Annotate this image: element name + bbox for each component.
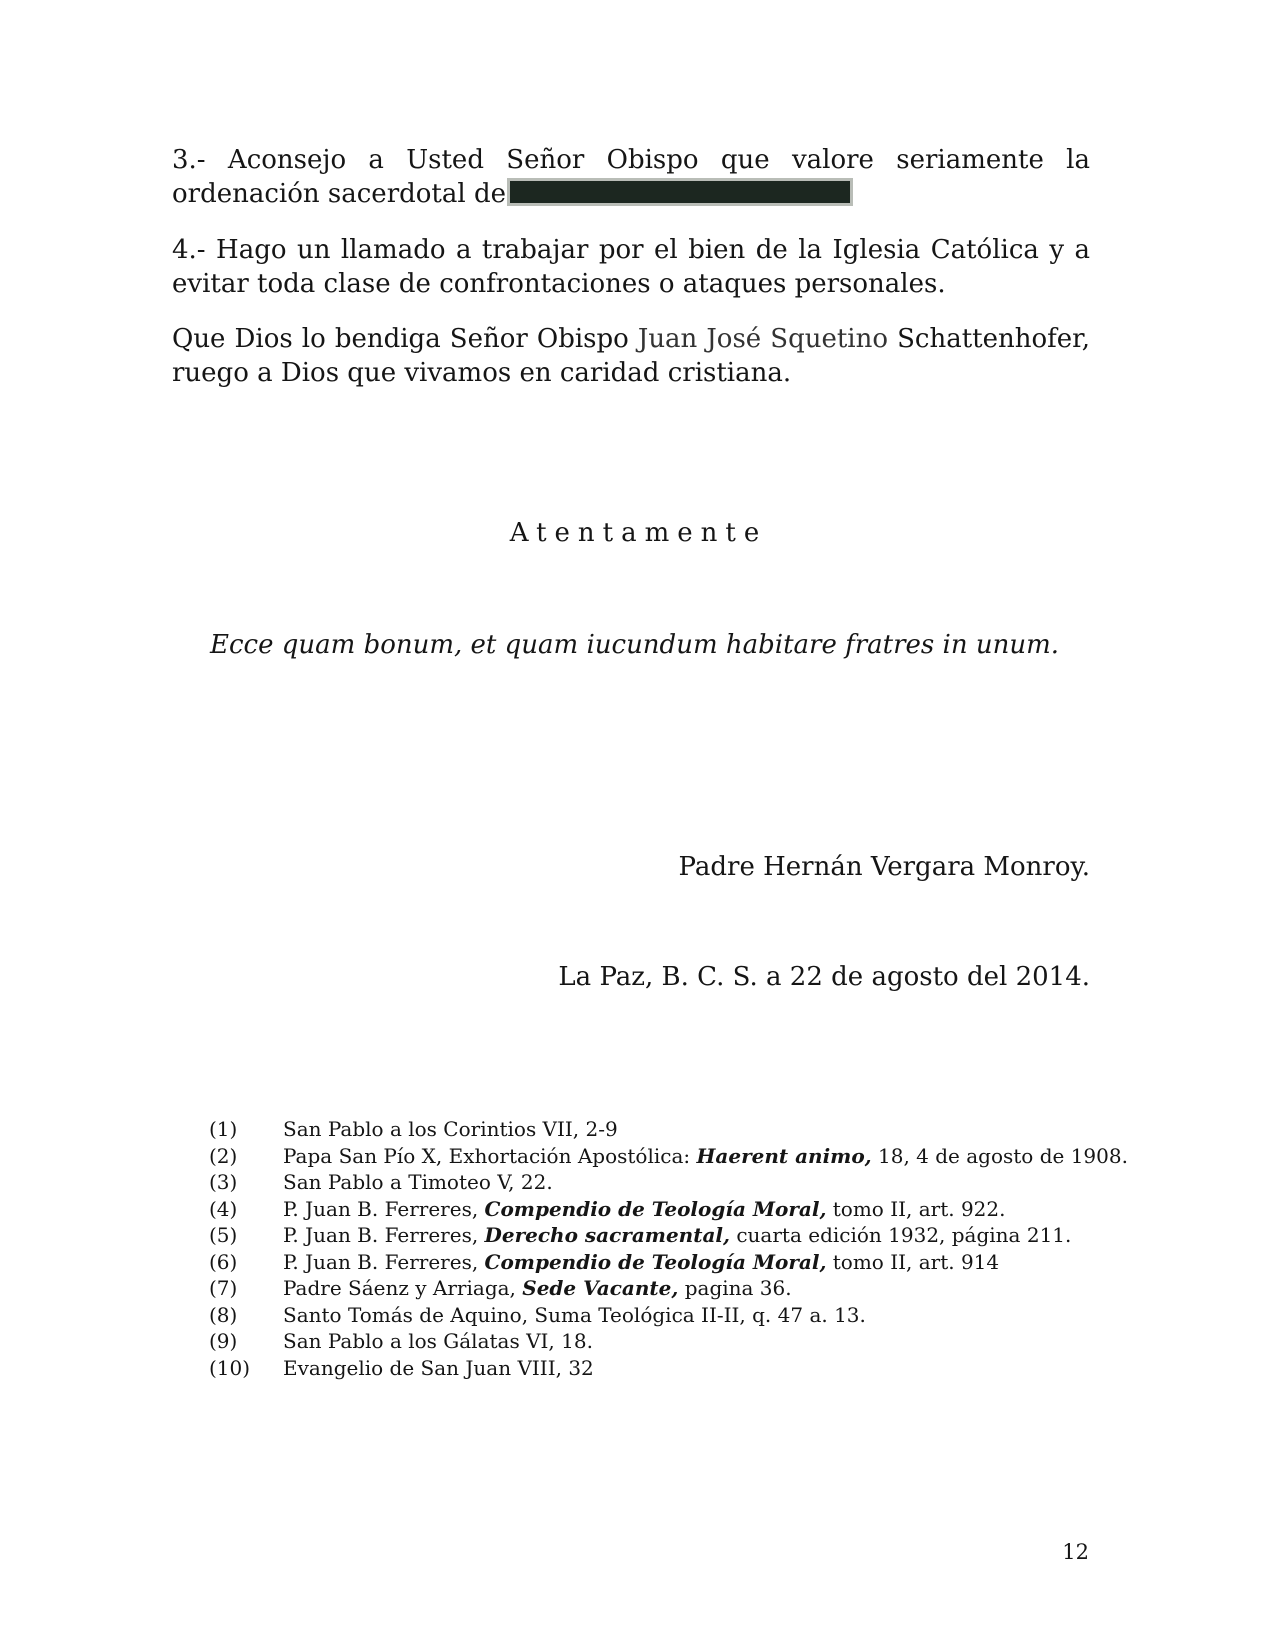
footnote-text xyxy=(283,1355,594,1382)
footnote-item xyxy=(209,1222,1109,1249)
paragraph-3 xyxy=(172,143,1090,211)
footnote-text-start: Santo Tomás de Aquino, Suma Teológica II-II, q. 47 a. 13. xyxy=(283,1302,866,1327)
footnote-text-start: P. Juan B. Ferreres, xyxy=(283,1223,485,1247)
paragraph-3-text: 3.- Aconsejo a Usted Señor Obispo que valore seriamente la ordenación sacerdotal de xyxy=(172,145,1090,209)
footnote-text xyxy=(283,1169,553,1196)
latin-motto: Ecce quam bonum, et quam iucundum habitare fratres in unum. xyxy=(210,630,1059,660)
footnote-text-start: San Pablo a los Corintios VII, 2-9 xyxy=(283,1117,618,1141)
footnote-text-start: P. Juan B. Ferreres, xyxy=(283,1249,485,1274)
blessing-paragraph xyxy=(172,322,1090,390)
footnote-number: (6) xyxy=(209,1249,238,1274)
footnote-number: (2) xyxy=(209,1143,238,1168)
blessing-text-start: Que Dios lo bendiga Señor Obispo xyxy=(172,324,638,354)
footnote-text-start: P. Juan B. Ferreres, xyxy=(283,1196,485,1221)
footnote-item xyxy=(209,1196,1109,1223)
footnote-item xyxy=(209,1302,1109,1329)
footnote-text-end: tomo II, art. 914 xyxy=(826,1249,1000,1274)
footnote-text xyxy=(283,1249,999,1276)
footnote-text-end: pagina 36. xyxy=(678,1276,792,1300)
footnote-item xyxy=(209,1116,1109,1143)
footnote-title: Sede Vacante, xyxy=(522,1276,679,1300)
footnote-text xyxy=(283,1143,1128,1170)
footnote-item xyxy=(209,1275,1109,1302)
footnote-text xyxy=(283,1116,618,1143)
footnote-item xyxy=(209,1355,1109,1382)
footnote-number: (9) xyxy=(209,1329,238,1353)
footnote-text-start: Padre Sáenz y Arriaga, xyxy=(283,1276,523,1300)
footnote-number: (3) xyxy=(209,1170,238,1194)
footnote-text-start: Papa San Pío X, Exhortación Apostólica: xyxy=(283,1143,697,1168)
footnote-text-start: San Pablo a los Gálatas VI, 18. xyxy=(283,1329,593,1353)
footnote-item xyxy=(209,1328,1109,1355)
footnote-number: (4) xyxy=(209,1196,238,1221)
footnote-text xyxy=(283,1222,1071,1249)
footnote-text-end: cuarta edición 1932, página 211. xyxy=(729,1223,1072,1247)
place-date: La Paz, B. C. S. a 22 de agosto del 2014. xyxy=(558,962,1090,992)
closing-word: Atentamente xyxy=(509,518,768,548)
footnote-item xyxy=(209,1143,1128,1170)
footnote-text-start: San Pablo a Timoteo V, 22. xyxy=(283,1170,553,1194)
footnote-title: Haerent animo, xyxy=(696,1143,872,1168)
footnote-number: (1) xyxy=(209,1117,238,1141)
signature: Padre Hernán Vergara Monroy. xyxy=(678,852,1090,882)
bishop-name: Juan José Squetino xyxy=(637,324,889,354)
footnote-text-start: Evangelio de San Juan VIII, 32 xyxy=(283,1355,594,1380)
paragraph-4: 4.- Hago un llamado a trabajar por el bien de la Iglesia Católica y a evitar toda clase de confrontaciones o ataques personales. xyxy=(172,235,1090,299)
footnote-title: Compendio de Teología Moral, xyxy=(484,1196,827,1221)
footnote-number: (5) xyxy=(209,1223,238,1247)
footnote-item xyxy=(209,1169,1109,1196)
footnote-text xyxy=(283,1328,593,1355)
footnote-number: (7) xyxy=(209,1276,238,1300)
footnote-text-end: 18, 4 de agosto de 1908. xyxy=(871,1143,1128,1168)
footnote-list xyxy=(209,1116,1128,1381)
page-number: 12 xyxy=(1062,1540,1089,1564)
footnote-text xyxy=(283,1302,866,1329)
footnote-text xyxy=(283,1196,1006,1223)
redaction-box xyxy=(507,178,853,206)
footnote-title: Compendio de Teología Moral, xyxy=(484,1249,827,1274)
footnote-number: (10) xyxy=(209,1355,251,1380)
footnote-text xyxy=(283,1275,792,1302)
footnote-number: (8) xyxy=(209,1302,238,1327)
footnote-title: Derecho sacramental, xyxy=(484,1223,730,1247)
footnote-item xyxy=(209,1249,1109,1276)
blessing-text-end: Schattenhofer, ruego a Dios que vivamos en caridad cristiana. xyxy=(172,324,1091,388)
footnote-text-end: tomo II, art. 922. xyxy=(826,1196,1006,1221)
